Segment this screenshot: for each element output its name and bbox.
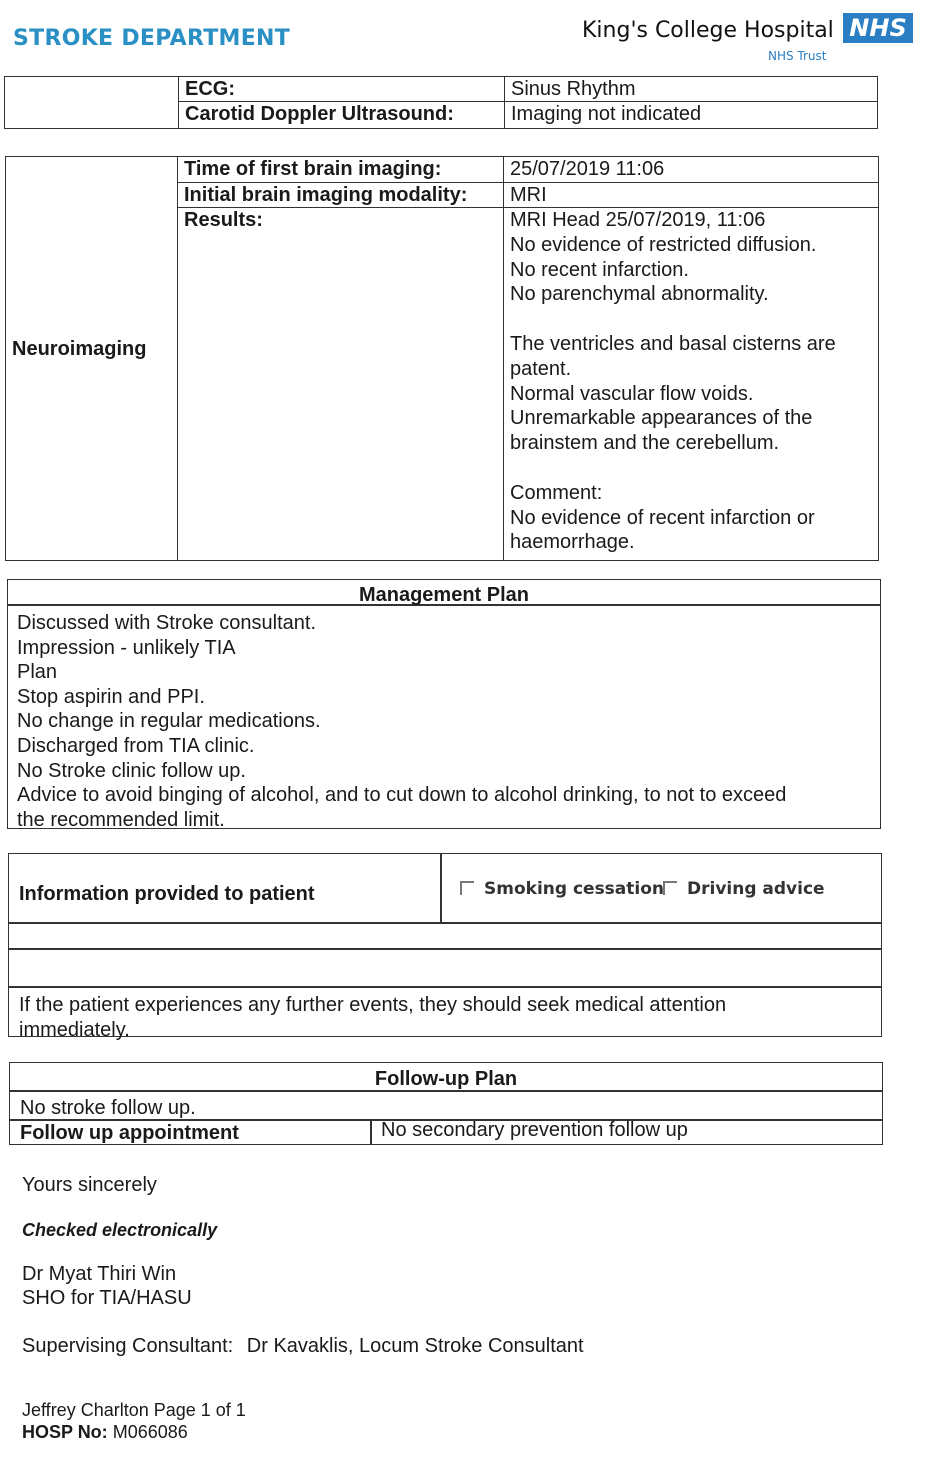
smoking-cessation-option[interactable]: [460, 877, 664, 902]
results-line: The ventricles and basal cisterns are: [510, 332, 836, 355]
management-plan-text: [17, 611, 877, 832]
results-spacer: [510, 456, 872, 481]
plan-line: No Stroke clinic follow up.: [17, 759, 246, 782]
footer-patient-page: Jeffrey Charlton Page 1 of 1: [22, 1400, 246, 1420]
checked-electronically: Checked electronically: [22, 1220, 218, 1240]
plan-line: Impression - unlikely TIA: [17, 636, 236, 659]
plan-line: Advice to avoid binging of alcohol, and to cut down to alcohol drinking, to not to exceed: [17, 784, 787, 807]
results-line: Unremarkable appearances of the: [510, 407, 813, 430]
info-divider-1: [8, 922, 882, 924]
followup-appointment-label: Follow up appointment: [20, 1122, 239, 1144]
results-text: [504, 208, 879, 561]
supervisor-value: Dr Kavaklis, Locum Stroke Consultant: [246, 1335, 584, 1357]
department-title: STROKE DEPARTMENT: [13, 26, 291, 51]
footer-hosp-number: [22, 1420, 188, 1445]
doctor-name: Dr Myat Thiri Win: [22, 1263, 177, 1285]
followup-appointment-value: No secondary prevention follow up: [381, 1119, 688, 1141]
plan-line: Stop aspirin and PPI.: [17, 685, 205, 708]
info-divider-v: [440, 853, 442, 923]
info-divider-2: [8, 948, 882, 950]
information-label: Information provided to patient: [19, 883, 315, 905]
driving-advice-option[interactable]: [663, 877, 825, 902]
results-line: Normal vascular flow voids.: [510, 382, 754, 405]
management-plan-title: Management Plan: [358, 584, 530, 606]
nhs-logo: NHS: [843, 13, 913, 43]
followup-title: Follow-up Plan: [374, 1068, 518, 1090]
results-line: Comment:: [510, 481, 603, 504]
checkbox-icon[interactable]: [460, 881, 474, 895]
plan-line: Discussed with Stroke consultant.: [17, 612, 317, 634]
results-line: brainstem and the cerebellum.: [510, 432, 780, 455]
hosp-value: M066086: [112, 1422, 188, 1442]
results-line: No evidence of recent infarction or: [510, 506, 815, 529]
followup-note: No stroke follow up.: [20, 1097, 196, 1119]
note-line: If the patient experiences any further events, they should seek medical attention: [19, 994, 727, 1016]
plan-line: the recommended limit.: [17, 808, 225, 831]
imaging-time-value: 25/07/2019 11:06: [504, 157, 879, 183]
supervising-consultant: [22, 1334, 584, 1359]
plan-line: No change in regular medications.: [17, 710, 321, 733]
imaging-modality-value: MRI: [504, 183, 879, 208]
results-line: No recent infarction.: [510, 258, 689, 281]
plan-line: Discharged from TIA clinic.: [17, 734, 255, 757]
hospital-name: King's College Hospital: [582, 18, 834, 43]
results-spacer: [510, 307, 872, 332]
hosp-label: HOSP No:: [22, 1422, 108, 1442]
checkbox-icon[interactable]: [663, 881, 677, 895]
doctor-role: SHO for TIA/HASU: [22, 1287, 192, 1309]
plan-line: Plan: [17, 661, 58, 684]
results-line: MRI Head 25/07/2019, 11:06: [510, 209, 766, 231]
followup-divider-v: [370, 1119, 372, 1145]
smoking-cessation-label: Smoking cessation: [484, 879, 665, 899]
results-label: Results:: [178, 208, 504, 561]
note-line: immediately.: [19, 1019, 130, 1041]
ecg-value: Sinus Rhythm: [505, 77, 878, 102]
trust-name: NHS Trust: [768, 49, 827, 63]
driving-advice-label: Driving advice: [687, 879, 825, 899]
information-note: [19, 993, 879, 1043]
closing: Yours sincerely: [22, 1174, 157, 1196]
doppler-value: Imaging not indicated: [505, 102, 878, 129]
doppler-label: Carotid Doppler Ultrasound:: [179, 102, 505, 129]
imaging-time-label: Time of first brain imaging:: [178, 157, 504, 183]
info-divider-3: [8, 986, 882, 988]
results-line: haemorrhage.: [510, 531, 635, 554]
supervisor-label: Supervising Consultant:: [22, 1335, 234, 1357]
neuroimaging-section-label: Neuroimaging: [6, 157, 178, 561]
tests-table: [4, 76, 878, 129]
neuroimaging-table: [5, 156, 879, 561]
ecg-label: ECG:: [179, 77, 505, 102]
results-line: No parenchymal abnormality.: [510, 283, 769, 306]
results-line: patent.: [510, 357, 572, 380]
tests-section-label: [5, 77, 179, 129]
results-line: No evidence of restricted diffusion.: [510, 233, 817, 256]
imaging-modality-label: Initial brain imaging modality:: [178, 183, 504, 208]
